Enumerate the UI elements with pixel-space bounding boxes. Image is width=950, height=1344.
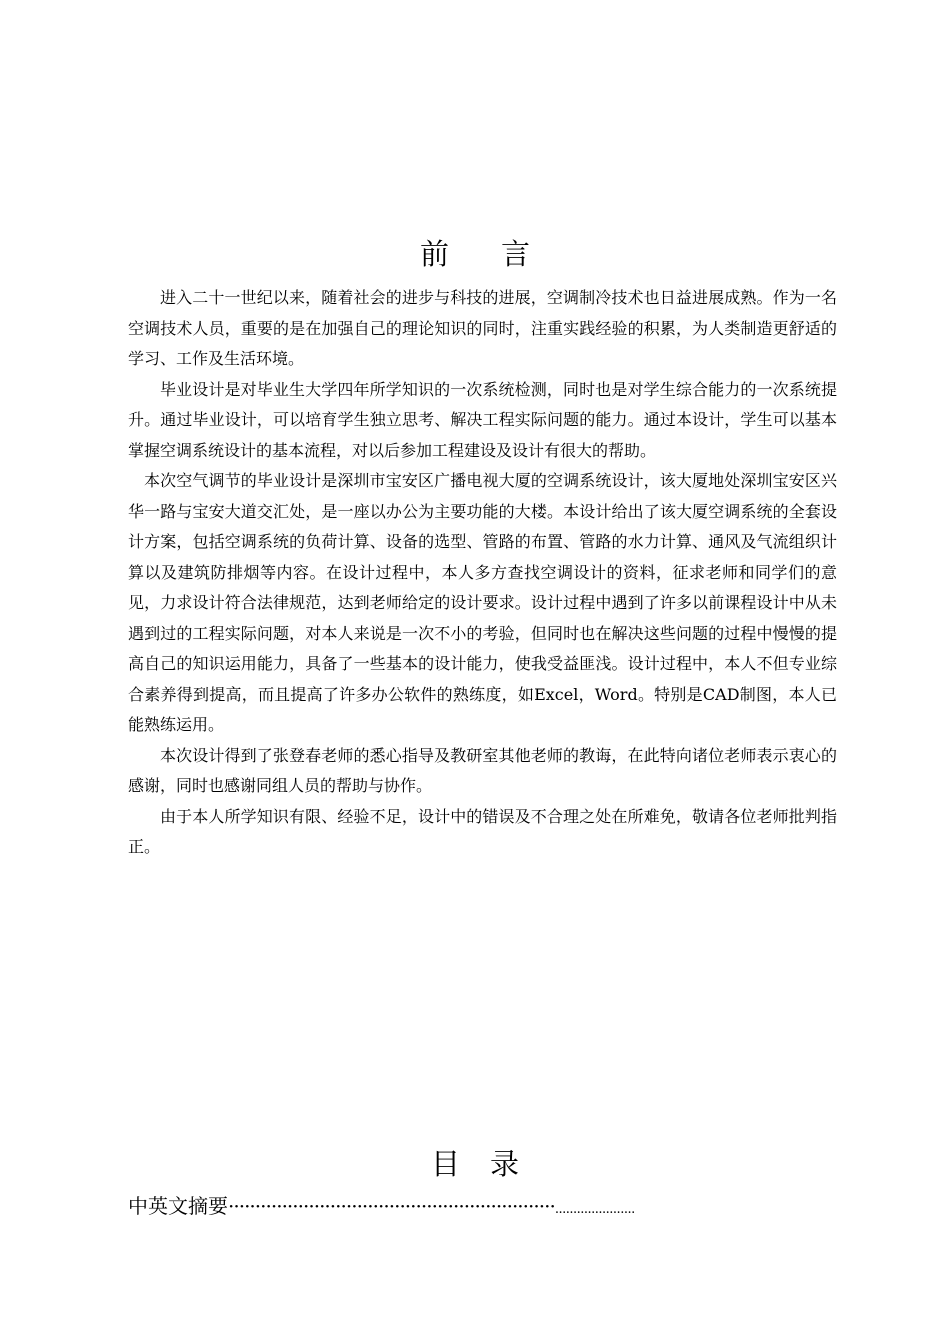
preface-paragraph-2: 毕业设计是对毕业生大学四年所学知识的一次系统检测，同时也是对学生综合能力的一次系统提升。通过毕业设计，可以培育学生独立思考、解决工程实际问题的能力。通过本设计，学生可以基本掌握空调系统设计的基本流程，对以后参加工程建设及设计有很大的帮助。 bbox=[128, 379, 837, 460]
preface-paragraph-1: 进入二十一世纪以来，随着社会的进步与科技的进展，空调制冷技术也日益进展成熟。作为一名空调技术人员，重要的是在加强自己的理论知识的同时，注重实践经验的积累，为人类制造更舒适的学习、工作及生活环境。 bbox=[128, 288, 837, 368]
preface-title-char-2: 言 bbox=[501, 237, 531, 271]
preface-paragraph-3: 本次空气调节的毕业设计是深圳市宝安区广播电视大厦的空调系统设计，该大厦地处深圳宝安区兴华一路与宝安大道交汇处，是一座以办公为主要功能的大楼。本设计给出了该大厦空调系统的全套设计方案，包括空调系统的负荷计算、设备的选型、管路的布置、管路的水力计算、通风及气流组织计算以及建筑防排烟等内容。在设计过程中，本人多方查找空调设计的资料，征求老师和同学们的意见，力求设计符合法律规范，达到老师给定的设计要求。设计过程中遇到了许多以前课程设计中从未遇到过的工程实际问题，对本人来说是一次不小的考验，但同时也在解决这些问题的过程中慢慢的提高自己的知识运用能力，具备了一些基本的设计能力，使我受益匪浅。设计过程中，本人不但专业综合素养得到提高，而且提高了许多办公软件的熟练度，如Excel，Word。特别是CAD制图，本人已能熟练运用。 bbox=[128, 471, 837, 734]
preface-paragraph-5: 由于本人所学知识有限、经验不足，设计中的错误及不合理之处在所难免，敬请各位老师批判指正。 bbox=[128, 806, 837, 856]
toc-entry-label: 中英文摘要 bbox=[128, 1194, 228, 1218]
toc-title-char-1: 目 bbox=[430, 1147, 460, 1181]
toc-title-char-2: 录 bbox=[490, 1147, 520, 1181]
preface-title bbox=[0, 232, 950, 273]
toc-entry-leader: ····························································· bbox=[228, 1194, 555, 1218]
toc-entry[interactable] bbox=[128, 1190, 828, 1220]
toc-entry-leader-tail: ...................... bbox=[554, 1202, 635, 1217]
toc-title bbox=[0, 1142, 950, 1183]
preface-paragraph-4: 本次设计得到了张登春老师的悉心指导及教研室其他老师的教诲，在此特向诸位老师表示衷心的感谢，同时也感谢同组人员的帮助与协作。 bbox=[128, 745, 837, 795]
preface-title-char-1: 前 bbox=[419, 237, 449, 271]
preface-body bbox=[128, 283, 837, 863]
